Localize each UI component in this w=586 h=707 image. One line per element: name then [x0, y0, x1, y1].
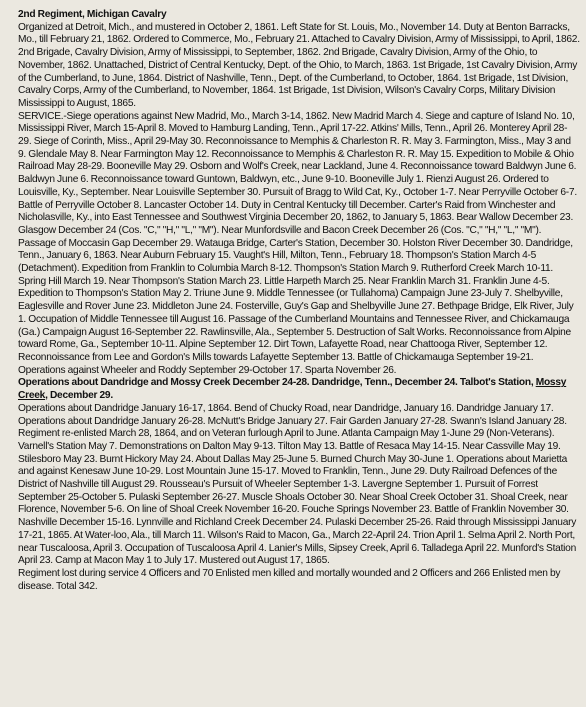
organization-paragraph: Organized at Detroit, Mich., and mustered in October 2, 1861. Left State for St. Louis, Mo., November 14. Duty at Benton Barracks, Mo., till February 21, 1862. Ordered to Commerce, Mo., February 21. Attached to Cavalry Division, Army of Mississippi, to April, 1862. 2nd Brigade, Cavalry Division, Army of Mississippi, to September, 1862. 2nd Brigade, Cavalry Division, Army of the Ohio, to November, 1862. Unattached, District of Central Kentucky, Dept. of the Ohio, to March, 1863. 1st Brigade, 1st Cavalry Division, Army of the Cumberland, to June, 1864. District of Nashville, Tenn., Dept. of the Cumberland, to October, 1864. 1st Brigade, 1st Division, Cavalry Corps, Army of the Cumberland, to November, 1864. 1st Brigade, 1st Division, Wilson's Cavalry Corps, Military Division Mississippi to August, 1865.	[18, 21, 580, 109]
regiment-title: 2nd Regiment, Michigan Cavalry	[18, 9, 167, 20]
operations-heading	[18, 377, 580, 402]
operations-paragraph: Operations about Dandridge January 16-17, 1864. Bend of Chucky Road, near Dandridge, January 16. Dandridge January 17. Operations about Dandridge January 26-28. McNutt's Bridge January 27. Fair Garden January 27-28. Swann's Island January 28. Regiment re-enlisted March 28, 1864, and on Veteran furlough April to June. Atlanta Campaign May 1-June 29 (Non-Veterans). Varnell's Station May 7. Demonstrations on Dalton May 9-13. Tilton May 13. Battle of Resaca May 14-15. Near Cassville May 19. Stilesboro May 23. Burnt Hickory May 24. About Dallas May 25-June 5. Burned Church May 30-June 1. Operations about Marietta and against Kenesaw June 10-29. Lost Mountain June 15-17. Moved to Franklin, Tenn., June 29. Duty Railroad Defences of the District of Nashville till August 29. Rousseau's Pursuit of Wheeler September 1-3. Lavergne September 1. Pursuit of Forrest September 25-October 5. Pulaski September 26-27. Muscle Shoals October 30. Near Shoal Creek October 31. Shoal Creek, near Florence, November 5-6. On line of Shoal Creek November 16-20. Fouche Springs November 23. Battle of Franklin November 30. Nashville December 15-16. Lynnville and Richland Creek December 24. Pulaski December 25-26. Raid through Mississippi January 17-21, 1865. At Water-loo, Ala., till March 11. Wilson's Raid to Macon, Ga., March 22-April 24. Trion April 1. Selma April 2. North Port, near Tuscaloosa, April 3. Occupation of Tuscaloosa April 4. Lanier's Mills, Sipsey Creek, April 6. Talladega April 22. Munford's Station April 23. Camp at Macon May 1 to July 17. Mustered out August 17, 1865.	[18, 402, 577, 567]
losses-paragraph: Regiment lost during service 4 Officers and 70 Enlisted men killed and mortally wounded and 2 Officers and 266 Enlisted men by disease. Total 342.	[18, 567, 561, 592]
mossy-creek-link[interactable]: Mossy Creek	[18, 377, 567, 402]
operations-heading-end: , December 29.	[45, 390, 113, 402]
operations-heading-text: Operations about Dandridge and Mossy Creek December 24-28. Dandridge, Tenn., December 24. Talbot's Station,	[18, 377, 536, 389]
service-paragraph: SERVICE.-Siege operations against New Madrid, Mo., March 3-14, 1862. New Madrid March 4. Siege and capture of Island No. 10, Mississippi River, March 15-April 8. Moved to Hamburg Landing, Tenn., April 17-22. Atkins' Mills, Tenn., April 26. Monterey April 28-29. Siege of Corinth, Miss., April 29-May 30. Reconnoissance to Memphis & Charleston R. R. May 3. Farmington, Miss., May 3 and 9. Glendale May 8. Near Farmington May 12. Reconnoissance to Memphis & Charleston R. R. May 15. Expedition to Mobile & Ohio Railroad May 28-29. Booneville May 29. Osborn and Wolf's Creek, near Lackland, June 4. Reconnoissance toward Baldwyn June 6. Baldwyn June 6. Reconnoissance toward Guntown, Baldwyn, etc., June 9-10. Booneville July 1. Rienzi August 26. Ordered to Louisville, Ky., September. Near Louisville September 30. Pursuit of Bragg to Wild Cat, Ky., October 1-7. Near Perryville October 6-7. Battle of Perryville October 8. Lancaster October 14. Duty in Central Kentucky till December. Carter's Raid from Winchester and Nicholasville, Ky., into East Tennessee and Southwest Virginia December 20, 1862, to January 5, 1863. Bear Wallow December 23. Glasgow December 24 (Cos. "C," "H," "L," "M"). Near Munfordsville and Bacon Creek December 26 (Cos. "C," "H," "L," "M"). Passage of Moccasin Gap December 29. Watauga Bridge, Carter's Station, December 30. Holston River December 30. Dandridge, Tenn., January 6, 1863. Near Auburn February 15. Vaught's Hill, Milton, Tenn., February 18. Thompson's Station March 4-5 (Detachment). Expedition from Franklin to Columbia March 8-12. Thompson's Station March 9. Rutherford Creek March 10-11. Spring Hill March 19. Near Thompson's Station March 23. Little Harpeth March 25. Near Franklin March 31. Franklin June 4-5. Expedition to Thompson's Station May 2. Triune June 9. Middle Tennessee (or Tullahoma) Campaign June 23-July 7. Shelbyville, Eaglesville and Rover June 23. Middleton June 24. Fosterville, Guy's Gap and Shelbyville June 27. Bethpage Bridge, Elk River, July 1. Occupation of Middle Tennessee till August 16. Passage of the Cumberland Mountains and Tennessee River, and Chickamauga (Ga.) Campaign August 16-September 22. Rawlinsville, Ala., September 5. Destruction of Salt Works. Reconnoissance from Alpine toward Rome, Ga., September 10-11. Alpine September 12. Dirt Town, Lafayette Road, near Chattooga River, September 12. Reconnoissance from Lee and Gordon's Mills towards Lafayette September 13. Battle of Chickamauga September 19-21. Operations against Wheeler and Roddy September 29-October 17. Sparta November 26.	[18, 110, 577, 376]
